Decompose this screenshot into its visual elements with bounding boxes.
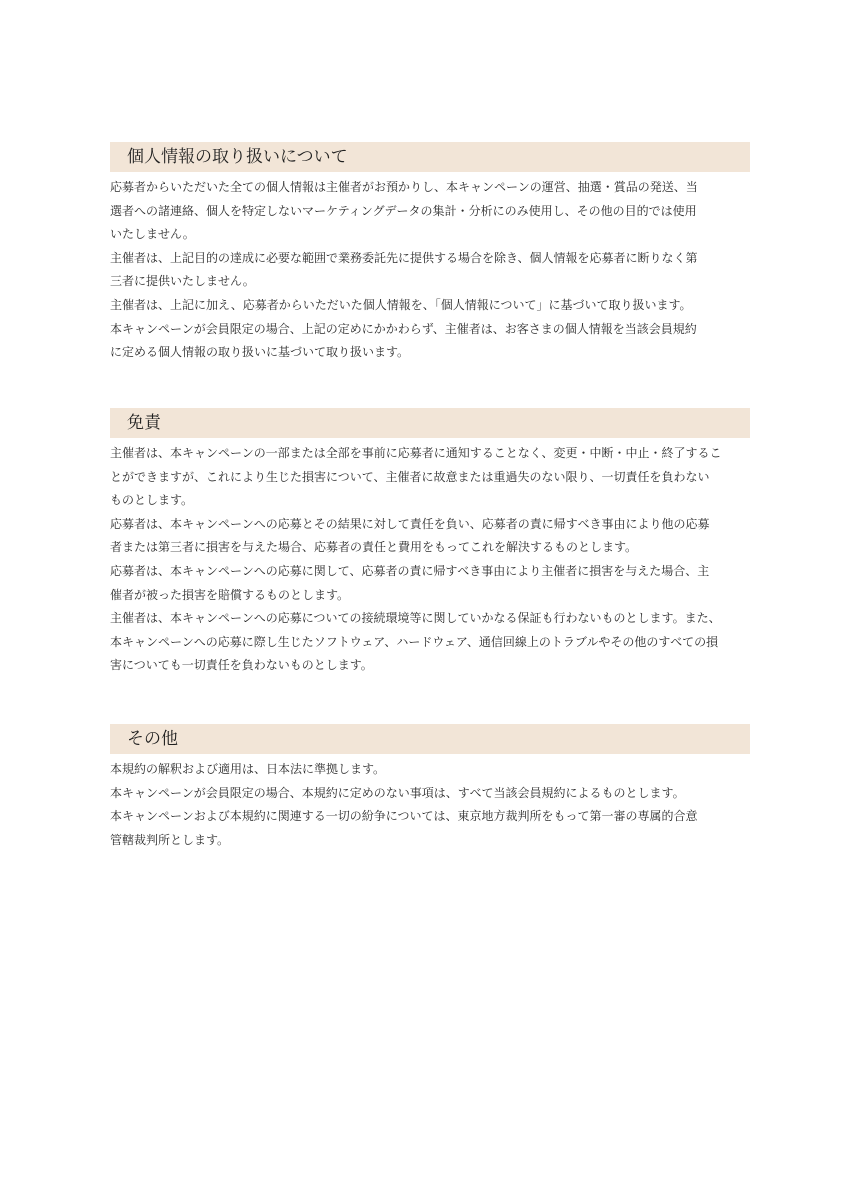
paragraph-line: 催者が被った損害を賠償するものとします。 xyxy=(110,587,350,602)
paragraph-line: 本キャンペーンが会員限定の場合、本規約に定めのない事項は、すべて当該会員規約によるものとします。 xyxy=(110,785,685,800)
section-title: その他 xyxy=(110,724,750,754)
paragraph-line: 主催者は、上記に加え、応募者からいただいた個人情報を、「個人情報について」に基づいて取り扱います。 xyxy=(110,297,692,312)
paragraph-line: 者または第三者に損害を与えた場合、応募者の責任と費用をもってこれを解決するものとします。 xyxy=(110,540,638,555)
paragraph-line: に定める個人情報の取り扱いに基づいて取り扱います。 xyxy=(110,345,410,360)
section-body xyxy=(110,176,750,365)
paragraph-line: 本規約の解釈および適用は、日本法に準拠します。 xyxy=(110,762,386,776)
paragraph-line: 主催者は、本キャンペーンへの応募についての接続環境等に関していかなる保証も行わないものとします。また、 xyxy=(110,611,721,626)
paragraph-line: 管轄裁判所とします。 xyxy=(110,832,230,847)
paragraph-line: とができますが、これにより生じた損害について、主催者に故意または重過失のない限り、一切責任を負わない xyxy=(110,469,710,484)
paragraph-line: ものとします。 xyxy=(110,493,194,508)
paragraph-line: 本キャンペーンが会員限定の場合、上記の定めにかかわらず、主催者は、お客さまの個人情報を当該会員規約 xyxy=(110,321,697,336)
paragraph-line: 害についても一切責任を負わないものとします。 xyxy=(110,658,373,673)
paragraph-line: 選者への諸連絡、個人を特定しないマーケティングデータの集計・分析にのみ使用し、その他の目的では使用 xyxy=(110,203,697,218)
section-title: 免責 xyxy=(110,408,750,438)
paragraph-line: 主催者は、本キャンペーンの一部または全部を事前に応募者に通知することなく、変更・中断・中止・終了するこ xyxy=(110,446,722,460)
section-other xyxy=(110,724,750,852)
paragraph-line: 本キャンペーンへの応募に際し生じたソフトウェア、ハードウェア、通信回線上のトラブルやその他のすべての損 xyxy=(110,634,719,649)
section-disclaimer xyxy=(110,408,750,678)
paragraph-line: 本キャンペーンおよび本規約に関連する一切の紛争については、東京地方裁判所をもって第一審の専属的合意 xyxy=(110,809,698,824)
section-body xyxy=(110,758,750,852)
section-body xyxy=(110,442,750,678)
section-title: 個人情報の取り扱いについて xyxy=(110,142,750,172)
paragraph-line: 応募者は、本キャンペーンへの応募とその結果に対して責任を負い、応募者の責に帰すべき事由により他の応募 xyxy=(110,516,710,531)
section-privacy xyxy=(110,142,750,365)
paragraph-line: 応募者からいただいた全ての個人情報は主催者がお預かりし、本キャンペーンの運営、抽選・賞品の発送、当 xyxy=(110,180,698,194)
paragraph-line: いたしません。 xyxy=(110,227,195,242)
paragraph-line: 主催者は、上記目的の達成に必要な範囲で業務委託先に提供する場合を除き、個人情報を応募者に断りなく第 xyxy=(110,250,698,265)
paragraph-line: 応募者は、本キャンペーンへの応募に関して、応募者の責に帰すべき事由により主催者に損害を与えた場合、主 xyxy=(110,563,710,578)
paragraph-line: 三者に提供いたしません。 xyxy=(110,274,255,289)
